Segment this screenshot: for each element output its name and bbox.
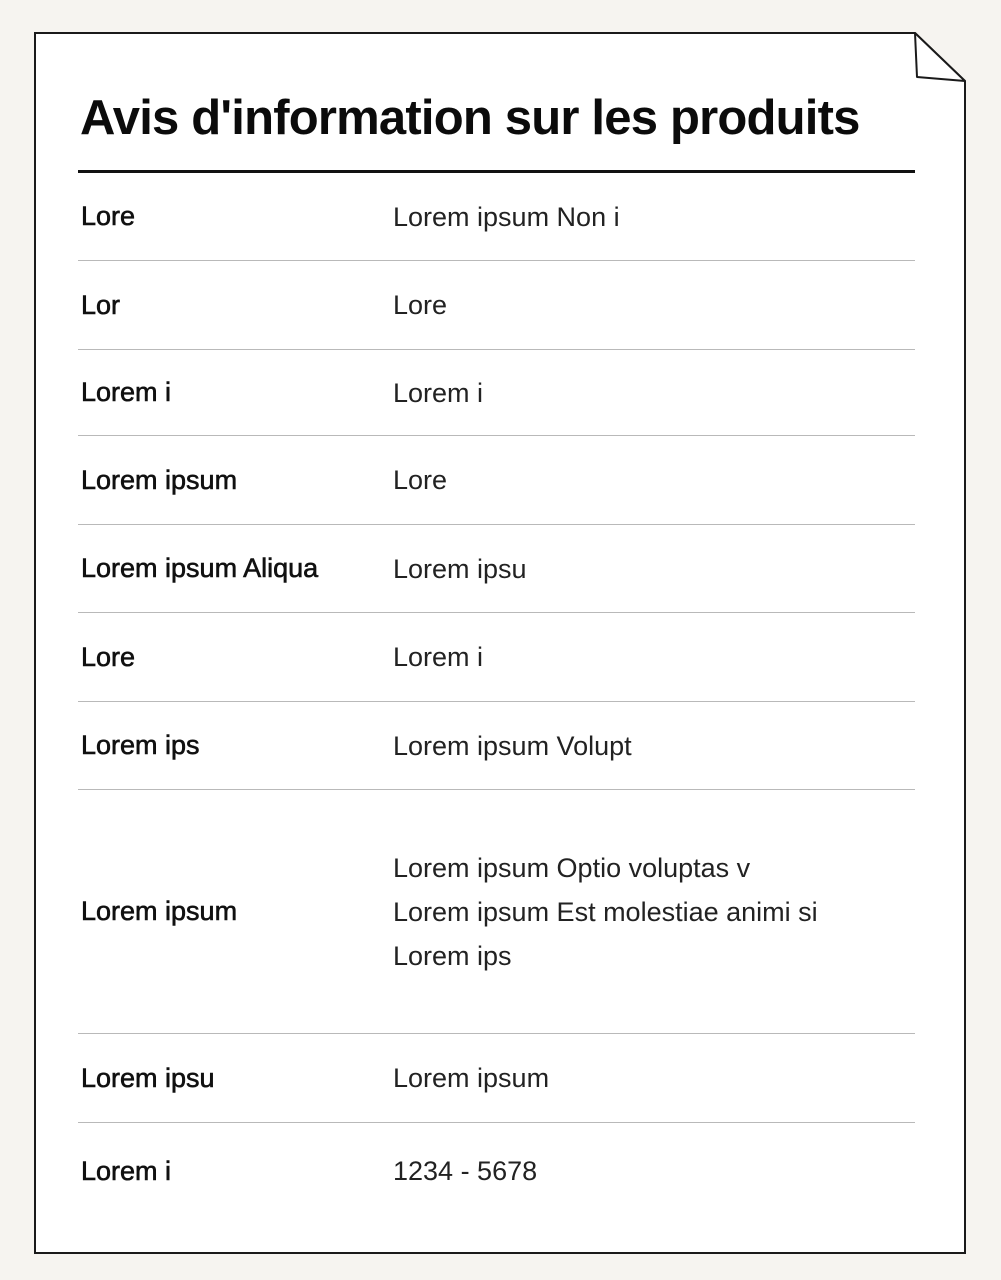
table-row [78, 525, 915, 613]
table-row [78, 702, 915, 790]
row-value: Lore [393, 290, 448, 320]
row-label: Lorem ipsum [81, 464, 238, 495]
row-value: Lorem ipsum Optio voluptas v Lorem ipsum Est molestiae animi si Lorem ips [393, 852, 818, 971]
row-label: Lore [81, 201, 136, 231]
table-row [78, 261, 915, 350]
row-value: Lorem ipsum [393, 1063, 550, 1093]
row-value: Lore [393, 465, 448, 495]
table-row [78, 1123, 915, 1219]
row-label: Lore [81, 641, 136, 672]
row-label: Lorem ips [81, 730, 200, 760]
row-value: Lorem ipsum Volupt [393, 730, 632, 761]
row-value: 1234 - 5678 [393, 1156, 538, 1186]
folded-corner-icon [915, 33, 965, 81]
info-table [78, 173, 915, 1219]
row-label: Lorem ipsu [81, 1062, 215, 1093]
row-value: Lorem ipsu [393, 553, 527, 584]
page-title: Avis d'information sur les produits [80, 91, 860, 145]
table-row [78, 613, 915, 702]
table-row [78, 1034, 915, 1123]
row-label: Lorem ipsum [81, 896, 238, 926]
row-value: Lorem i [393, 377, 484, 408]
table-row [78, 790, 915, 1034]
row-value: Lorem i [393, 642, 484, 672]
row-label: Lor [81, 289, 121, 320]
table-row [78, 436, 915, 525]
row-label: Lorem i [81, 377, 172, 407]
row-label: Lorem i [81, 1155, 172, 1186]
document-sheet [34, 32, 967, 1254]
table-row [78, 350, 915, 436]
row-label: Lorem ipsum Aliqua [81, 553, 319, 583]
row-value: Lorem ipsum Non i [393, 201, 620, 232]
table-row [78, 173, 915, 261]
